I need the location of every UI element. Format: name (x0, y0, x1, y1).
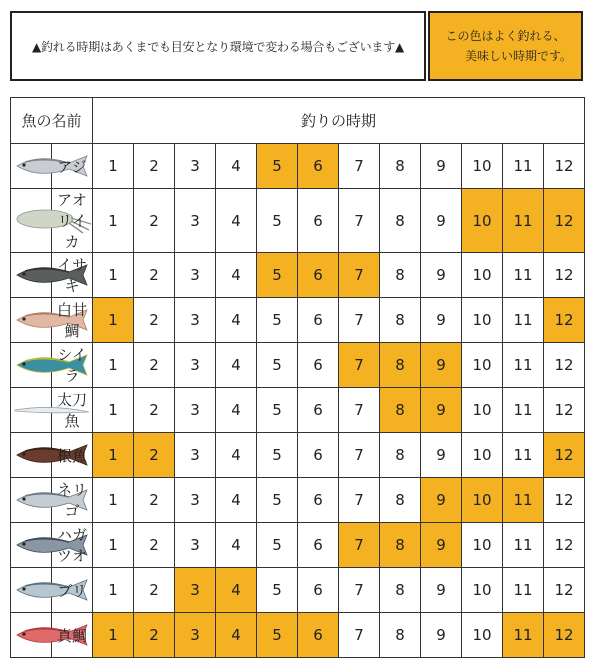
month-cell: 9 (421, 144, 462, 189)
month-cell: 12 (544, 253, 585, 298)
month-cell: 11 (503, 189, 544, 253)
fish-image-cell (11, 568, 52, 613)
fish-image-cell (11, 253, 52, 298)
month-cell: 8 (380, 253, 421, 298)
month-cell: 12 (544, 478, 585, 523)
month-cell: 4 (216, 253, 257, 298)
month-cell: 7 (339, 343, 380, 388)
month-cell: 8 (380, 144, 421, 189)
month-cell: 1 (93, 298, 134, 343)
month-cell: 7 (339, 568, 380, 613)
month-cell: 9 (421, 343, 462, 388)
month-cell: 10 (462, 253, 503, 298)
month-cell: 2 (134, 343, 175, 388)
month-cell: 4 (216, 568, 257, 613)
table-row (11, 343, 585, 388)
table-row (11, 568, 585, 613)
header-fishing-period: 釣りの時期 (93, 98, 585, 144)
month-cell: 7 (339, 433, 380, 478)
month-cell: 8 (380, 298, 421, 343)
legend-line-2: 美味しい時期です。 (464, 49, 573, 63)
month-cell: 8 (380, 568, 421, 613)
month-cell: 1 (93, 388, 134, 433)
month-cell: 1 (93, 433, 134, 478)
month-cell: 8 (380, 523, 421, 568)
fish-image-cell (11, 343, 52, 388)
month-cell: 9 (421, 388, 462, 433)
month-cell: 9 (421, 298, 462, 343)
month-cell: 12 (544, 523, 585, 568)
month-cell: 11 (503, 613, 544, 658)
notice-text: ▲釣れる時期はあくまでも目安となり環境で変わる場合もございます▲ (31, 39, 405, 54)
month-cell: 11 (503, 144, 544, 189)
month-cell: 1 (93, 189, 134, 253)
month-cell: 7 (339, 298, 380, 343)
month-cell: 4 (216, 433, 257, 478)
month-cell: 6 (298, 253, 339, 298)
month-cell: 5 (257, 298, 298, 343)
month-cell: 6 (298, 298, 339, 343)
table-row (11, 298, 585, 343)
month-cell: 3 (175, 388, 216, 433)
month-cell: 6 (298, 189, 339, 253)
month-cell: 10 (462, 523, 503, 568)
table-row (11, 613, 585, 658)
month-cell: 12 (544, 613, 585, 658)
month-cell: 12 (544, 298, 585, 343)
notice-box (10, 11, 426, 81)
month-cell: 6 (298, 613, 339, 658)
fish-image-cell (11, 523, 52, 568)
month-cell: 2 (134, 189, 175, 253)
fish-name: 太刀魚 (52, 388, 93, 433)
month-cell: 6 (298, 523, 339, 568)
month-cell: 10 (462, 433, 503, 478)
month-cell: 3 (175, 189, 216, 253)
month-cell: 11 (503, 343, 544, 388)
month-cell: 5 (257, 144, 298, 189)
month-cell: 11 (503, 253, 544, 298)
month-cell: 11 (503, 388, 544, 433)
month-cell: 2 (134, 613, 175, 658)
table-row (11, 478, 585, 523)
month-cell: 10 (462, 343, 503, 388)
month-cell: 10 (462, 388, 503, 433)
month-cell: 4 (216, 343, 257, 388)
month-cell: 2 (134, 298, 175, 343)
table-header-row (11, 98, 585, 144)
month-cell: 6 (298, 343, 339, 388)
fish-name: 根魚 (52, 433, 93, 478)
table-row (11, 253, 585, 298)
fish-name: アジ (52, 144, 93, 189)
month-cell: 7 (339, 613, 380, 658)
fish-name: ハガツオ (52, 523, 93, 568)
month-cell: 11 (503, 568, 544, 613)
month-cell: 1 (93, 568, 134, 613)
month-cell: 5 (257, 433, 298, 478)
month-cell: 9 (421, 253, 462, 298)
month-cell: 3 (175, 613, 216, 658)
month-cell: 4 (216, 189, 257, 253)
fish-name: ブリ (52, 568, 93, 613)
month-cell: 10 (462, 568, 503, 613)
month-cell: 8 (380, 613, 421, 658)
month-cell: 1 (93, 478, 134, 523)
table-row (11, 388, 585, 433)
month-cell: 9 (421, 478, 462, 523)
month-cell: 6 (298, 478, 339, 523)
month-cell: 12 (544, 568, 585, 613)
month-cell: 10 (462, 613, 503, 658)
month-cell: 6 (298, 433, 339, 478)
month-cell: 4 (216, 523, 257, 568)
month-cell: 6 (298, 388, 339, 433)
month-cell: 8 (380, 388, 421, 433)
month-cell: 3 (175, 478, 216, 523)
month-cell: 12 (544, 144, 585, 189)
month-cell: 9 (421, 613, 462, 658)
month-cell: 7 (339, 253, 380, 298)
fish-name: 真鯛 (52, 613, 93, 658)
month-cell: 1 (93, 144, 134, 189)
fish-name: 白甘鯛 (52, 298, 93, 343)
month-cell: 4 (216, 298, 257, 343)
month-cell: 4 (216, 144, 257, 189)
month-cell: 8 (380, 189, 421, 253)
month-cell: 5 (257, 568, 298, 613)
fish-image-cell (11, 613, 52, 658)
month-cell: 2 (134, 144, 175, 189)
fish-name: シイラ (52, 343, 93, 388)
month-cell: 7 (339, 478, 380, 523)
month-cell: 5 (257, 253, 298, 298)
month-cell: 2 (134, 523, 175, 568)
fish-name: イサキ (52, 253, 93, 298)
fish-name: ネリゴ (52, 478, 93, 523)
month-cell: 7 (339, 189, 380, 253)
month-cell: 5 (257, 523, 298, 568)
fish-name: アオリイカ (52, 189, 93, 253)
month-cell: 2 (134, 388, 175, 433)
table-row (11, 144, 585, 189)
month-cell: 1 (93, 343, 134, 388)
month-cell: 4 (216, 478, 257, 523)
table-row (11, 523, 585, 568)
month-cell: 5 (257, 388, 298, 433)
month-cell: 10 (462, 478, 503, 523)
month-cell: 11 (503, 478, 544, 523)
month-cell: 4 (216, 613, 257, 658)
month-cell: 2 (134, 433, 175, 478)
month-cell: 7 (339, 388, 380, 433)
fishing-season-table (10, 97, 585, 658)
month-cell: 12 (544, 388, 585, 433)
legend-line-1: この色はよく釣れる、 (445, 29, 566, 43)
month-cell: 3 (175, 343, 216, 388)
month-cell: 5 (257, 343, 298, 388)
month-cell: 6 (298, 144, 339, 189)
month-cell: 5 (257, 613, 298, 658)
fish-image-cell (11, 189, 52, 253)
month-cell: 11 (503, 523, 544, 568)
legend-box (428, 11, 583, 81)
month-cell: 3 (175, 144, 216, 189)
month-cell: 5 (257, 478, 298, 523)
month-cell: 2 (134, 478, 175, 523)
header-fish-name: 魚の名前 (11, 98, 93, 144)
month-cell: 9 (421, 189, 462, 253)
table-row (11, 433, 585, 478)
fish-image-cell (11, 388, 52, 433)
month-cell: 9 (421, 523, 462, 568)
month-cell: 12 (544, 189, 585, 253)
month-cell: 3 (175, 298, 216, 343)
month-cell: 3 (175, 433, 216, 478)
month-cell: 8 (380, 343, 421, 388)
month-cell: 9 (421, 568, 462, 613)
month-cell: 11 (503, 298, 544, 343)
month-cell: 3 (175, 253, 216, 298)
month-cell: 9 (421, 433, 462, 478)
fish-image-cell (11, 433, 52, 478)
month-cell: 1 (93, 253, 134, 298)
month-cell: 3 (175, 523, 216, 568)
fish-image-cell (11, 478, 52, 523)
month-cell: 2 (134, 253, 175, 298)
month-cell: 6 (298, 568, 339, 613)
month-cell: 10 (462, 189, 503, 253)
month-cell: 8 (380, 433, 421, 478)
table-row (11, 189, 585, 253)
month-cell: 10 (462, 298, 503, 343)
month-cell: 7 (339, 523, 380, 568)
month-cell: 2 (134, 568, 175, 613)
month-cell: 12 (544, 343, 585, 388)
fish-image-cell (11, 144, 52, 189)
month-cell: 8 (380, 478, 421, 523)
month-cell: 12 (544, 433, 585, 478)
fish-image-cell (11, 298, 52, 343)
month-cell: 1 (93, 613, 134, 658)
month-cell: 3 (175, 568, 216, 613)
month-cell: 10 (462, 144, 503, 189)
month-cell: 7 (339, 144, 380, 189)
month-cell: 11 (503, 433, 544, 478)
month-cell: 1 (93, 523, 134, 568)
month-cell: 5 (257, 189, 298, 253)
month-cell: 4 (216, 388, 257, 433)
